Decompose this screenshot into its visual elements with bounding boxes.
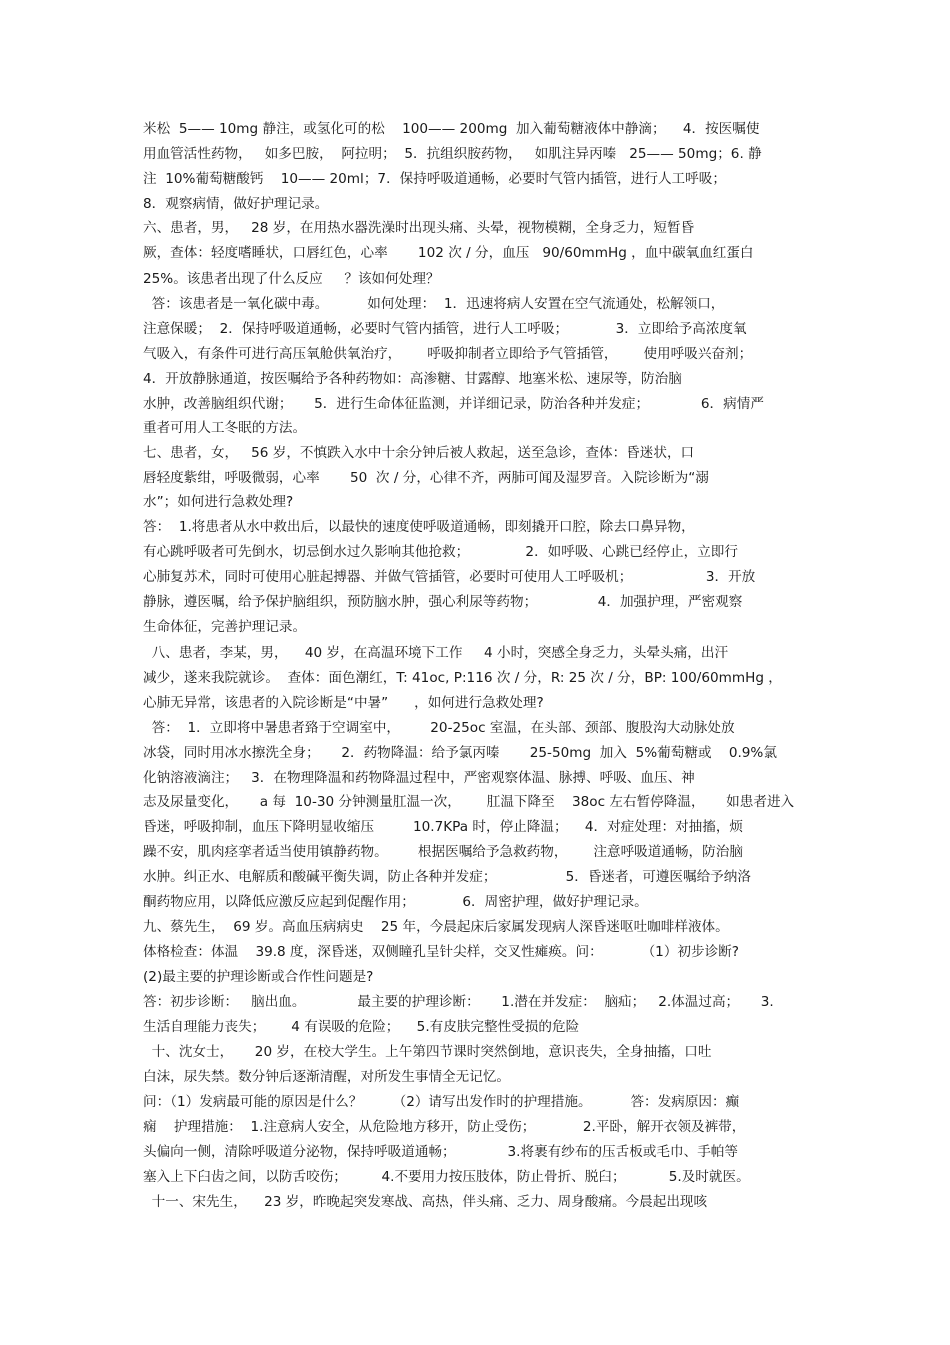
text-line: 头偏向一侧，清除呼吸道分泌物，保持呼吸道通畅； 3.将裹有纱布的压舌板或毛巾、手帕等 xyxy=(143,1144,738,1160)
text-line: 4．开放静脉通道，按医嘱给予各种药物如：高渗糖、甘露醇、地塞米松、速尿等，防治脑 xyxy=(143,371,682,387)
text-line: 体格检查：体温 39.8 度，深昏迷，双侧瞳孔呈针尖样，交叉性瘫痪。问： （1）初步诊断? xyxy=(143,944,739,960)
text-line: 塞入上下臼齿之间，以防舌咬伤； 4.不要用力按压肢体，防止骨折、脱臼； 5.及时就医。 xyxy=(143,1169,750,1185)
text-line: 志及尿量变化， a 每 10-30 分钟测量肛温一次， 肛温下降至 38oc 左右暂停降温， 如患者进入 xyxy=(143,794,795,810)
text-line: 厥，查体：轻度嗜睡状，口唇红色，心率 102 次 / 分，血压 90/60mmHg ，血中碳氧血红蛋白 xyxy=(143,245,754,261)
text-line: 躁不安，肌肉痉挛者适当使用镇静药物。 根据医嘱给予急救药物， 注意呼吸道通畅，防治脑 xyxy=(143,844,743,860)
text-line: 答： 1．立即将中暑患者臵于空调室中， 20-25oc 室温，在头部、颈部、腹股沟大动脉处放 xyxy=(143,720,735,736)
text-line: 答：初步诊断： 脑出血。 最主要的护理诊断： 1.潜在并发症： 脑疝； 2.体温过高； 3. xyxy=(143,994,774,1010)
text-line: (2)最主要的护理诊断或合作性问题是? xyxy=(143,969,374,985)
text-line: 静脉，遵医嘱，给予保护脑组织，预防脑水肿，强心利尿等药物； 4．加强护理，严密观察 xyxy=(143,594,743,610)
text-line: 冰袋，同时用冰水擦洗全身； 2．药物降温：给予氯丙嗪 25-50mg 加入 5%葡萄糖或 0.9%氯 xyxy=(143,745,777,761)
text-line: 注 10%葡萄糖酸钙 10—— 20ml；7．保持呼吸道通畅，必要时气管内插管，进行人工呼吸； xyxy=(143,171,726,187)
text-line: 六、患者，男， 28 岁，在用热水器洗澡时出现头痛、头晕，视物模糊，全身乏力，短暂昏 xyxy=(143,220,695,236)
text-line: 唇轻度紫绀，呼吸微弱，心率 50 次 / 分，心律不齐，两肺可闻及湿罗音。入院诊断为“溺 xyxy=(143,470,709,486)
text-line: 米松 5—— 10mg 静注，或氢化可的松 100—— 200mg 加入葡萄糖液体中静滴； 4．按医嘱使 xyxy=(143,121,760,137)
text-line: 8．观察病情，做好护理记录。 xyxy=(143,196,329,212)
text-line: 十一、宋先生， 23 岁，昨晚起突发寒战、高热，伴头痛、乏力、周身酸痛。今晨起出现咳 xyxy=(143,1194,708,1210)
text-line: 心肺复苏术，同时可使用心脏起搏器、并做气管插管，必要时可使用人工呼吸机； 3．开放 xyxy=(143,569,756,585)
text-line: 用血管活性药物， 如多巴胺， 阿拉明； 5．抗组织胺药物， 如肌注异丙嗪 25—— 50mg；6. 静 xyxy=(143,146,762,162)
text-line: 八、患者，李某，男， 40 岁，在高温环境下工作 4 小时，突感全身乏力，头晕头痛，出汗 xyxy=(143,645,729,661)
text-line: 七、患者，女， 56 岁，不慎跌入水中十余分钟后被人救起，送至急诊，查体：昏迷状，口 xyxy=(143,445,695,461)
text-line: 生命体征，完善护理记录。 xyxy=(143,619,307,635)
text-line: 有心跳呼吸者可先倒水，切忌倒水过久影响其他抢救； 2．如呼吸、心跳已经停止，立即行 xyxy=(143,544,738,560)
text-line: 心肺无异常，该患者的入院诊断是“中暑” ，如何进行急救处理? xyxy=(143,695,544,711)
text-line: 问：（1）发病最可能的原因是什么？ （2）请写出发作时的护理措施。 答：发病原因：癫 xyxy=(143,1094,740,1110)
text-line: 答： 1.将患者从水中救出后，以最快的速度使呼吸道通畅，即刻撬开口腔，除去口鼻异物， xyxy=(143,519,695,535)
text-line: 白沫，尿失禁。数分钟后逐渐清醒，对所发生事情全无记忆。 xyxy=(143,1069,511,1085)
text-line: 答：该患者是一氧化碳中毒。 如何处理： 1．迅速将病人安置在空气流通处，松解领口， xyxy=(143,296,725,312)
text-line: 减少，遂来我院就诊。 查体：面色潮红，T: 41oc, P:116 次 / 分，R: 25 次 / 分，BP: 100/60mmHg ， xyxy=(143,670,782,686)
text-line: 水肿。纠正水、电解质和酸碱平衡失调，防止各种并发症； 5．昏迷者，可遵医嘱给予纳洛 xyxy=(143,869,751,885)
text-line: 水肿，改善脑组织代谢； 5．进行生命体征监测，并详细记录，防治各种并发症； 6．病情严 xyxy=(143,396,764,412)
text-line: 昏迷，呼吸抑制，血压下降明显收缩压 10.7KPa 时，停止降温； 4．对症处理：对抽搐，烦 xyxy=(143,819,744,835)
text-line: 九、蔡先生， 69 岁。高血压病病史 25 年，今晨起床后家属发现病人深昏迷呕吐咖啡样液体。 xyxy=(143,919,729,935)
text-line: 化钠溶液滴注； 3．在物理降温和药物降温过程中，严密观察体温、脉搏、呼吸、血压、神 xyxy=(143,770,695,786)
text-line: 重者可用人工冬眠的方法。 xyxy=(143,420,307,436)
text-line: 注意保暖； 2．保持呼吸道通畅，必要时气管内插管，进行人工呼吸； 3．立即给予高浓度氧 xyxy=(143,321,747,337)
text-line: 酮药物应用，以降低应激反应起到促醒作用； 6．周密护理，做好护理记录。 xyxy=(143,894,648,910)
text-line: 生活自理能力丧失； 4 有误吸的危险； 5.有皮肤完整性受损的危险 xyxy=(143,1019,580,1035)
text-line: 十、沈女士， 20 岁，在校大学生。上午第四节课时突然倒地，意识丧失，全身抽搐，口吐 xyxy=(143,1044,712,1060)
text-line: 气吸入，有条件可进行高压氧舱供氧治疗， 呼吸抑制者立即给予气管插管， 使用呼吸兴奋剂； xyxy=(143,346,753,362)
text-line: 痫 护理措施： 1.注意病人安全，从危险地方移开，防止受伤； 2.平卧，解开衣领及裤带， xyxy=(143,1119,746,1135)
text-line: 25%。该患者出现了什么反应 ？该如何处理？ xyxy=(143,271,440,287)
text-line: 水”；如何进行急救处理? xyxy=(143,494,294,510)
